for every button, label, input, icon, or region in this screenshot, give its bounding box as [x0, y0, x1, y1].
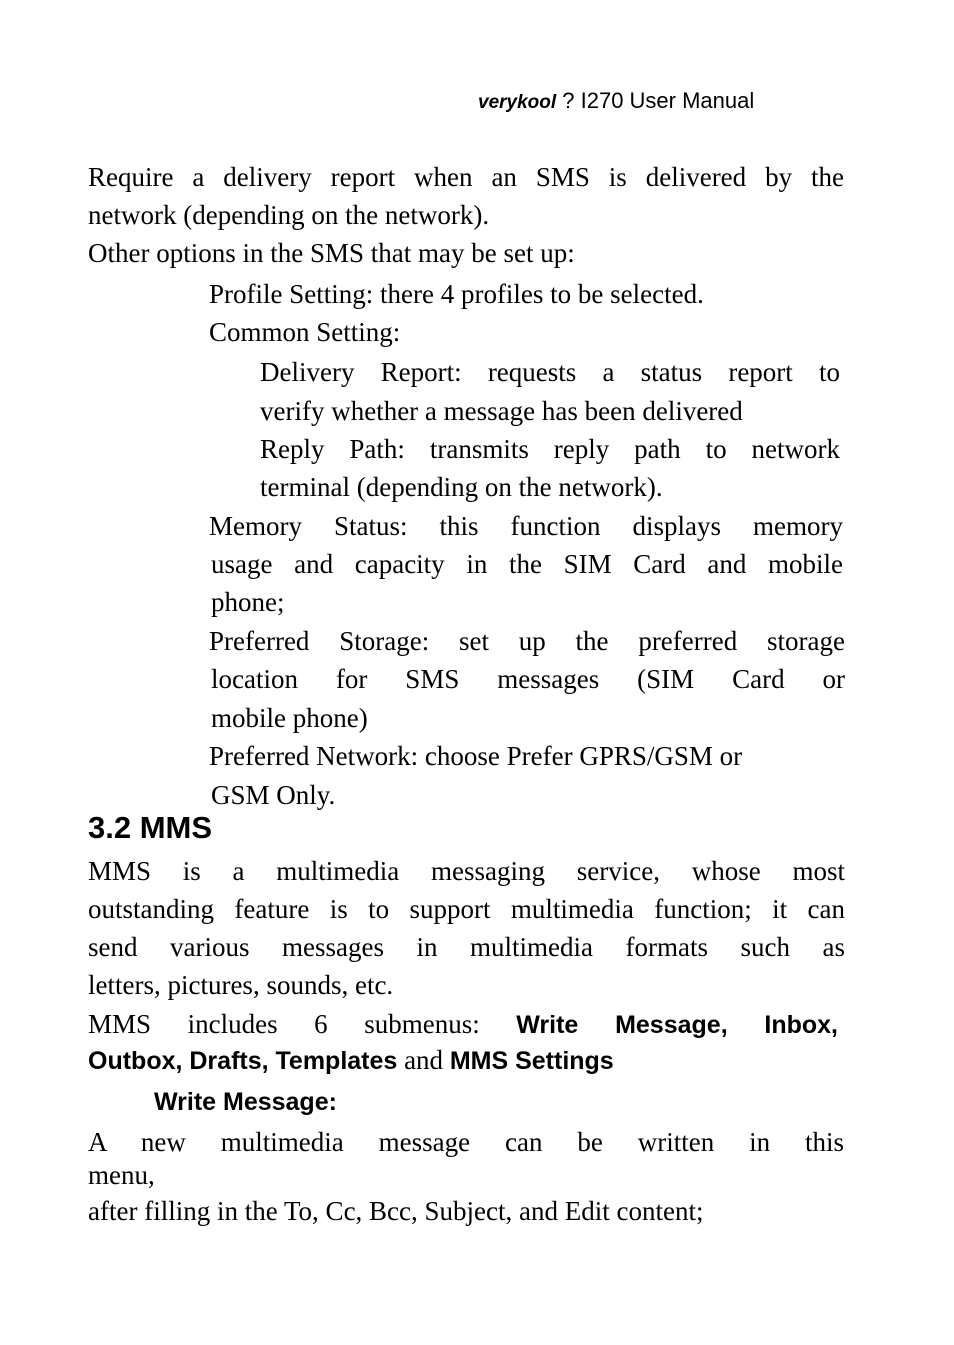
section-heading: 3.2 MMS [88, 810, 213, 845]
mms-submenus-line [88, 1045, 614, 1076]
option-delivery-report: Delivery Report: requests a status report to [260, 357, 840, 387]
option-delivery-report-cont: verify whether a message has been delivered [260, 396, 743, 426]
option-reply-path-cont: terminal (depending on the network). [260, 472, 663, 502]
paragraph-line: Require a delivery report when an SMS is delivered by the [88, 162, 844, 192]
header-brand: verykool [478, 92, 557, 113]
paragraph-line: network (depending on the network). [88, 200, 490, 230]
option-preferred-storage: Preferred Storage: set up the preferred storage [209, 626, 845, 656]
option-profile-setting: Profile Setting: there 4 profiles to be selected. [209, 279, 704, 309]
option-preferred-storage-cont: mobile phone) [211, 703, 368, 733]
submenus-list-part1: Write Message, Inbox, [516, 1011, 838, 1039]
write-message-line: menu, [88, 1160, 155, 1190]
option-memory-status-cont: usage and capacity in the SIM Card and mobile [211, 549, 843, 579]
submenus-and: and [397, 1045, 450, 1075]
write-message-heading: Write Message: [154, 1088, 337, 1116]
mms-intro-line: send various messages in multimedia formats such as [88, 932, 845, 962]
option-reply-path: Reply Path: transmits reply path to network [260, 434, 840, 464]
option-memory-status: Memory Status: this function displays memory [209, 511, 843, 541]
paragraph-line: Other options in the SMS that may be set up: [88, 238, 575, 268]
mms-intro-line: MMS is a multimedia messaging service, whose most [88, 856, 845, 886]
option-preferred-network-cont: GSM Only. [211, 780, 336, 810]
submenus-intro: MMS includes 6 submenus: [88, 1009, 517, 1039]
option-common-setting: Common Setting: [209, 317, 401, 347]
option-memory-status-cont: phone; [211, 587, 285, 617]
write-message-line: after filling in the To, Cc, Bcc, Subject, and Edit content; [88, 1196, 704, 1226]
page-header [478, 88, 754, 114]
option-preferred-network: Preferred Network: choose Prefer GPRS/GSM or [209, 741, 743, 771]
mms-intro-line: outstanding feature is to support multimedia function; it can [88, 894, 845, 924]
submenus-list-part2: Outbox, Drafts, Templates [88, 1047, 398, 1075]
write-message-line: A new multimedia message can be written in this [88, 1127, 844, 1157]
header-title: ? I270 User Manual [556, 88, 755, 113]
submenus-list-part3: MMS Settings [449, 1047, 614, 1075]
option-preferred-storage-cont: location for SMS messages (SIM Card or [211, 664, 845, 694]
mms-intro-line: letters, pictures, sounds, etc. [88, 970, 394, 1000]
mms-submenus-line [88, 1009, 838, 1040]
